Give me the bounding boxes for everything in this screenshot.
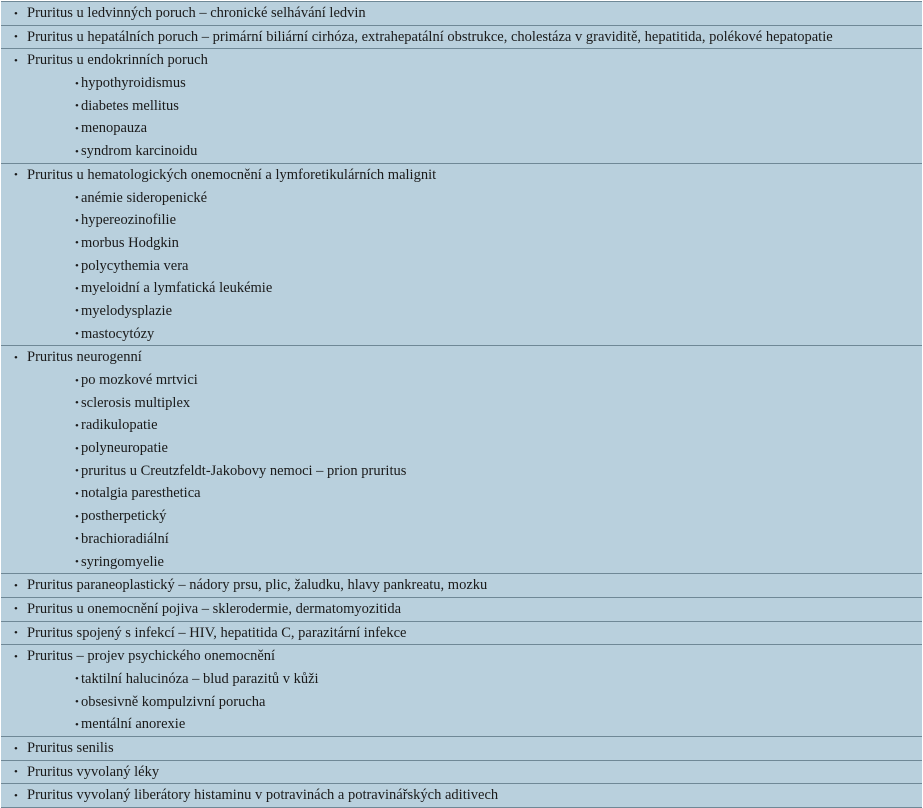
sub-list-item-text: hypothyroidismus: [81, 75, 186, 92]
sub-list-item: [1, 414, 922, 437]
sub-list-item: [1, 392, 922, 415]
bullet-icon: •: [75, 192, 79, 204]
list-item: [1, 26, 922, 49]
sub-list-item-text: radikulopatie: [81, 417, 158, 434]
bullet-icon: •: [75, 442, 79, 455]
list-item: [1, 164, 922, 187]
sub-list-item-text: myelodysplazie: [81, 302, 173, 319]
table-row: [1, 26, 922, 50]
bullet-icon: •: [14, 650, 18, 663]
table-row: [1, 49, 922, 163]
bullet-icon: •: [14, 31, 18, 44]
sub-list-item: [1, 482, 922, 505]
sub-list-item-text: diabetes mellitus: [81, 97, 179, 114]
bullet-icon: •: [14, 603, 18, 616]
list-item-text: Pruritus u hepatálních poruch – primární biliární cirhóza, extrahepatální obstrukce, cholestáza v graviditě, hepatitida, polékové hepatopatie: [27, 28, 833, 45]
bullet-icon: •: [75, 718, 79, 731]
table-row: [1, 761, 922, 785]
list-item: [1, 737, 922, 760]
bullet-icon: •: [75, 556, 79, 568]
sub-list-item: [1, 369, 922, 392]
bullet-icon: •: [14, 169, 18, 182]
bullet-icon: •: [75, 305, 79, 318]
bullet-icon: •: [14, 742, 18, 755]
table-row: [1, 737, 922, 761]
sub-list-item: [1, 232, 922, 255]
sub-list-item-text: polyneuropatie: [81, 440, 168, 457]
list-item: [1, 49, 922, 72]
bullet-icon: •: [75, 465, 79, 478]
list-item-text: Pruritus paraneoplastický – nádory prsu, plic, žaludku, hlavy pankreatu, mozku: [27, 577, 488, 594]
list-item: [1, 622, 922, 645]
bullet-icon: •: [75, 77, 79, 90]
sub-list-item-text: mastocytózy: [81, 325, 155, 342]
sub-list-item: [1, 528, 922, 551]
bullet-icon: •: [14, 627, 18, 640]
table-row: [1, 784, 922, 808]
sub-list-item: [1, 713, 922, 736]
bullet-icon: •: [14, 766, 18, 779]
table-row: [1, 2, 922, 26]
table-row: [1, 346, 922, 574]
sub-list-item-text: anémie sideropenické: [81, 189, 208, 206]
bullet-icon: •: [14, 7, 18, 20]
list-item: [1, 574, 922, 597]
sub-list-item: [1, 460, 922, 483]
sub-list-item: [1, 551, 922, 574]
list-item-text: Pruritus vyvolaný léky: [27, 763, 160, 780]
bullet-icon: •: [75, 487, 79, 500]
table-row: [1, 645, 922, 737]
bullet-icon: •: [75, 260, 79, 273]
sub-list-item: [1, 117, 922, 140]
list-item: [1, 645, 922, 668]
sub-list-item-text: mentální anorexie: [81, 716, 186, 733]
sub-list-item-text: taktilní halucinóza – blud parazitů v kůži: [81, 670, 319, 687]
sub-list-item-text: polycythemia vera: [81, 257, 189, 274]
sub-list-item: [1, 187, 922, 210]
sub-list-item-text: morbus Hodgkin: [81, 234, 179, 251]
list-item: [1, 761, 922, 784]
pruritus-classification-table: [1, 1, 922, 808]
sub-list-item: [1, 300, 922, 323]
list-item: [1, 346, 922, 369]
bullet-icon: •: [75, 214, 79, 227]
list-item: [1, 784, 922, 807]
list-item-text: Pruritus spojený s infekcí – HIV, hepatitida C, parazitární infekce: [27, 624, 407, 641]
sub-list-item: [1, 95, 922, 118]
list-item: [1, 2, 922, 25]
sub-list-item-text: sclerosis multiplex: [81, 394, 191, 411]
table-row: [1, 164, 922, 347]
table-row: [1, 598, 922, 622]
sub-list-item-text: postherpetický: [81, 508, 167, 525]
bullet-icon: •: [75, 419, 79, 432]
sub-list-item-text: obsesivně kompulzivní porucha: [81, 693, 266, 710]
sub-list-item: [1, 668, 922, 691]
sub-list-item: [1, 505, 922, 528]
bullet-icon: •: [75, 374, 79, 387]
list-item-text: Pruritus senilis: [27, 740, 114, 756]
sub-list-item-text: myeloidní a lymfatická leukémie: [81, 280, 273, 297]
list-item-text: Pruritus neurogenní: [27, 349, 142, 366]
list-item-text: Pruritus u onemocnění pojiva – sklerodermie, dermatomyozitida: [27, 600, 402, 617]
sub-list-item-text: pruritus u Creutzfeldt-Jakobovy nemoci – prion pruritus: [81, 462, 407, 479]
list-item-text: Pruritus u endokrinních poruch: [27, 52, 208, 69]
bullet-icon: •: [14, 54, 18, 67]
sub-list-item: [1, 140, 922, 163]
sub-list-item-text: po mozkové mrtvici: [81, 372, 198, 388]
bullet-icon: •: [75, 328, 79, 341]
sub-list-item: [1, 323, 922, 346]
bullet-icon: •: [75, 237, 79, 250]
list-item: [1, 598, 922, 621]
sub-list-item-text: hypereozinofilie: [81, 212, 177, 229]
sub-list-item: [1, 209, 922, 232]
sub-list-item-text: brachioradiální: [81, 530, 169, 547]
sub-list-item-text: syndrom karcinoidu: [81, 143, 198, 160]
sub-list-item: [1, 437, 922, 460]
bullet-icon: •: [75, 145, 79, 158]
bullet-icon: •: [14, 579, 18, 592]
bullet-icon: •: [75, 696, 79, 709]
bullet-icon: •: [75, 510, 79, 523]
bullet-icon: •: [14, 789, 18, 802]
bullet-icon: •: [75, 122, 79, 135]
sub-list-item-text: menopauza: [81, 120, 148, 137]
list-item-text: Pruritus u ledvinných poruch – chronické selhávání ledvin: [27, 5, 366, 21]
bullet-icon: •: [14, 351, 18, 364]
bullet-icon: •: [75, 397, 79, 410]
sub-list-item: [1, 691, 922, 714]
sub-list-item: [1, 72, 922, 95]
sub-list-item: [1, 277, 922, 300]
table-row: [1, 574, 922, 598]
list-item-text: Pruritus – projev psychického onemocnění: [27, 648, 276, 665]
sub-list-item-text: notalgia paresthetica: [81, 485, 201, 502]
list-item-text: Pruritus u hematologických onemocnění a lymforetikulárních malignit: [27, 166, 437, 183]
table-row: [1, 622, 922, 646]
bullet-icon: •: [75, 282, 79, 295]
bullet-icon: •: [75, 673, 79, 686]
list-item-text: Pruritus vyvolaný liberátory histaminu v potravinách a potravinářských aditivech: [27, 787, 499, 804]
bullet-icon: •: [75, 533, 79, 546]
sub-list-item-text: syringomyelie: [81, 553, 164, 570]
sub-list-item: [1, 255, 922, 278]
bullet-icon: •: [75, 100, 79, 113]
